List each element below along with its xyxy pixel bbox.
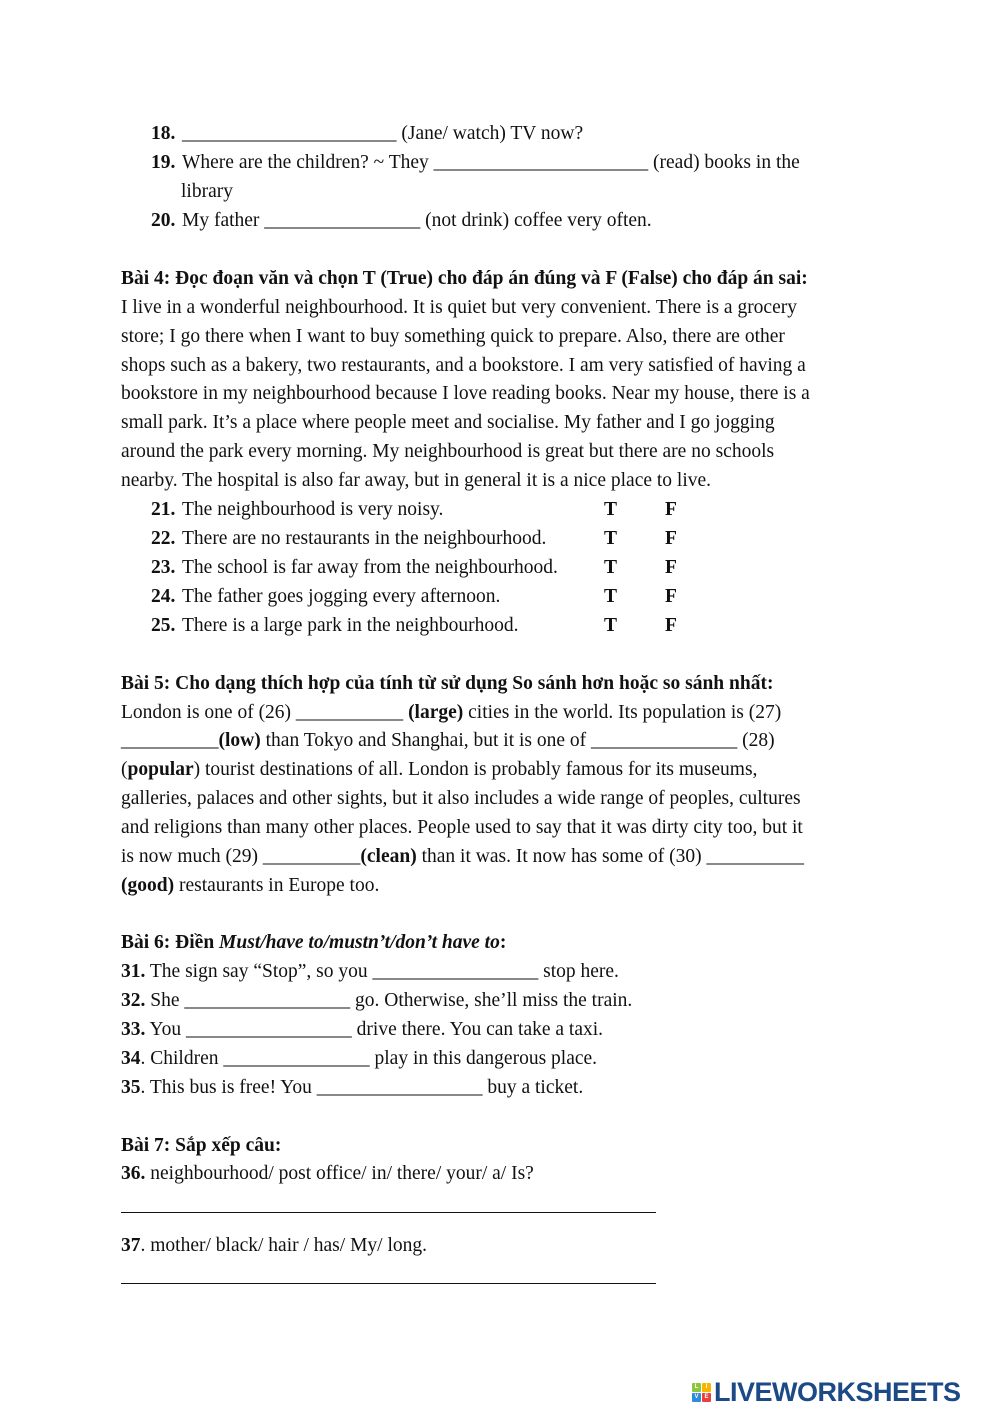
false-option[interactable]: F [665,557,677,578]
live-tiles-icon [692,1383,711,1402]
modal-question: 34. Children _______________ play in this dangerous place. [121,1048,598,1069]
modal-question: 35. This bus is free! You _________________ buy a ticket. [121,1077,584,1098]
question-18: 18. ______________________ (Jane/ watch) TV now? [151,123,584,144]
ex5-line: __________(low) than Tokyo and Shanghai, but it is one of _______________ (28) [121,730,775,751]
modal-question: 31. The sign say “Stop”, so you _________________ stop here. [121,961,619,982]
passage-line: shops such as a bakery, two restaurants, and a bookstore. I am very satisfied of having a [121,355,806,376]
ex7-heading: Bài 7: Sắp xếp câu: [121,1135,282,1156]
true-option[interactable]: T [604,557,618,578]
modal-question: 33. You _________________ drive there. You can take a taxi. [121,1019,604,1040]
logo-tile: L [692,1383,701,1392]
question-19-cont: library [181,181,233,202]
passage-line: around the park every morning. My neighbourhood is great but there are no schools [121,441,775,462]
ex5-line: London is one of (26) ___________ (large) cities in the world. Its population is (27) [121,702,782,723]
tf-question: 21. The neighbourhood is very noisy. [151,499,444,520]
tf-question: 25. There is a large park in the neighbourhood. [151,615,519,636]
modal-question: 32. She _________________ go. Otherwise, she’ll miss the train. [121,990,633,1011]
passage-line: I live in a wonderful neighbourhood. It is quiet but very convenient. There is a grocery [121,297,797,318]
true-option[interactable]: T [604,499,618,520]
ex5-line: (good) restaurants in Europe too. [121,875,380,896]
passage-line: store; I go there when I want to buy something quick to prepare. Also, there are other [121,326,785,347]
ex5-line: (popular) tourist destinations of all. London is probably famous for its museums, [121,759,758,780]
ex5-heading: Bài 5: Cho dạng thích hợp của tính từ sử dụng So sánh hơn hoặc so sánh nhất: [121,673,774,694]
ex5-line: galleries, palaces and other sights, but it also includes a wide range of peoples, cultures [121,788,801,809]
true-option[interactable]: T [604,586,618,607]
logo-tile: I [702,1383,711,1392]
passage-line: small park. It’s a place where people meet and socialise. My father and I go jogging [121,412,775,433]
false-option[interactable]: F [665,499,677,520]
ex6-heading: Bài 6: Điền Must/have to/mustn’t/don’t have to: [121,932,507,953]
question-20: 20. My father ________________ (not drink) coffee very often. [151,210,652,231]
passage-line: nearby. The hospital is also far away, but in general it is a nice place to live. [121,470,712,491]
true-option[interactable]: T [604,615,618,636]
ex4-heading: Bài 4: Đọc đoạn văn và chọn T (True) cho đáp án đúng và F (False) cho đáp án sai: [121,268,808,289]
tf-question: 24. The father goes jogging every afternoon. [151,586,501,607]
false-option[interactable]: F [665,586,677,607]
true-option[interactable]: T [604,528,618,549]
answer-line-36[interactable] [121,1212,656,1213]
question-37: 37. mother/ black/ hair / has/ My/ long. [121,1235,427,1256]
logo-tile: E [702,1393,711,1402]
ex5-line: and religions than many other places. People used to say that it was dirty city too, but it [121,817,803,838]
false-option[interactable]: F [665,615,677,636]
logo-text: LIVEWORKSHEETS [714,1377,961,1407]
tf-question: 23. The school is far away from the neighbourhood. [151,557,558,578]
question-19: 19. Where are the children? ~ They ______________________ (read) books in the [151,152,800,173]
tf-question: 22. There are no restaurants in the neighbourhood. [151,528,547,549]
question-36: 36. neighbourhood/ post office/ in/ there/ your/ a/ Is? [121,1163,534,1184]
passage-line: bookstore in my neighbourhood because I love reading books. Near my house, there is a [121,383,810,404]
ex5-line: is now much (29) __________(clean) than it was. It now has some of (30) __________ [121,846,804,867]
logo-tile: V [692,1393,701,1402]
liveworksheets-logo [692,1377,961,1408]
answer-line-37[interactable] [121,1283,656,1284]
false-option[interactable]: F [665,528,677,549]
